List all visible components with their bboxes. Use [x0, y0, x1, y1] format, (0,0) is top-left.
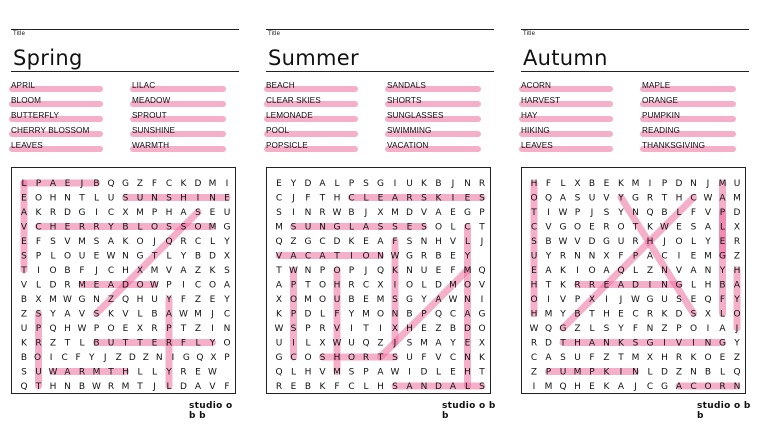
word-item: WARMTH	[132, 141, 170, 150]
grid-row: QLHVMSPAWIDLEHT	[275, 367, 485, 378]
word-list	[266, 81, 496, 161]
word-item: LEMONADE	[266, 111, 313, 120]
title-label: Title	[523, 31, 536, 37]
grid-row: TIWPJSYNQBLFVPD	[531, 208, 741, 218]
word-item: BUTTERFLY	[11, 111, 60, 120]
grid-row: TWNPOPJQKNUEFMQ	[276, 266, 486, 276]
grid-row: TIOBFJCHXMVAZKS	[21, 266, 230, 276]
grid-row: EAKIOAQLZNVANYH	[531, 266, 741, 276]
word-item: LILAC	[132, 81, 156, 90]
word-item: APRIL	[11, 81, 36, 90]
letter-grid	[266, 167, 491, 394]
grid-row: APTOHRCXIOLDMOV	[275, 280, 486, 291]
grid-row: EFSVMSAKOJQRCLY	[21, 237, 230, 247]
grid-row: HMYBTHECRKDSXLO	[530, 309, 741, 320]
grid-row: KPDLFYMONBPQCAG	[276, 309, 486, 320]
word-item: MEADOW	[132, 96, 171, 105]
puzzle-title: Spring	[13, 46, 83, 70]
grid-row: ZPUMPKINLDZNBLQ	[530, 367, 741, 378]
title-rule	[521, 29, 749, 30]
word-list	[521, 81, 751, 161]
word-item: LEAVES	[11, 141, 43, 150]
grid-row: CVGOEROTKWESALX	[530, 222, 741, 233]
word-item: ACORN	[521, 81, 552, 90]
word-item: MAPLE	[642, 81, 671, 90]
title-rule	[11, 29, 239, 30]
grid-svg	[267, 168, 492, 395]
title-rule	[266, 29, 494, 30]
grid-row: VLDRMEADOWPICOA	[20, 280, 231, 291]
word-item: BLOOM	[11, 96, 42, 105]
word-item: POOL	[266, 126, 290, 135]
grid-row: SINRWBJXMDVAEGP	[276, 208, 485, 218]
word-item: SUNSHINE	[132, 126, 176, 135]
grid-row: RDTHANKSGIVINGY	[530, 338, 740, 349]
grid-row: KRZTLBUTTERFLYO	[21, 338, 231, 349]
word-item: THANKSGIVING	[642, 141, 706, 150]
grid-row: UYRNNXFPACIEMGZ	[530, 251, 741, 262]
puzzle-card-spring	[11, 0, 241, 424]
word-list	[11, 81, 241, 161]
title-underline	[521, 71, 749, 72]
word-item: HIKING	[521, 126, 550, 135]
word-item: ORANGE	[642, 96, 679, 105]
grid-row: ZSYAVSKVLBAWMJC	[20, 309, 231, 320]
grid-row: QTHNBWRMTJLDAVF	[20, 382, 230, 392]
grid-row: VCHERRYBLOSSOMG	[20, 222, 231, 233]
title-label: Title	[268, 31, 281, 37]
puzzle-title: Autumn	[523, 46, 608, 70]
grid-row: LPAEJBQGZFCKDMI	[21, 179, 229, 189]
title-label: Title	[13, 31, 26, 37]
grid-row: VACATIONWGRBEY	[275, 251, 471, 262]
grid-row: EOHNTLUSUNSHINE	[21, 193, 230, 204]
puzzle-card-summer	[266, 0, 496, 424]
word-item: LEAVES	[521, 141, 553, 150]
grid-row: EYDALPSGIUKBJNR	[276, 179, 486, 189]
grid-svg	[12, 168, 237, 395]
grid-row: REBKFCLHSANDALS	[275, 382, 485, 392]
word-item: SWIMMING	[387, 126, 432, 135]
grid-row: UPQHWPOEXRPTZIN	[20, 324, 231, 334]
grid-svg	[522, 168, 747, 395]
grid-row: WSPRVITIXHEZBDO	[274, 324, 486, 334]
grid-row: AKRDGICXMPHASEU	[20, 208, 231, 218]
word-item: CLEAR SKIES	[266, 96, 321, 105]
word-item: PUMPKIN	[642, 111, 681, 120]
grid-row: XOMOUBEMSGYAWNI	[275, 295, 484, 305]
grid-row: UILXWUQZJSMAYEX	[275, 338, 486, 349]
grid-row: SUWARMTHLLYREW	[21, 367, 217, 378]
grid-row: MSUNGLASSESOLCT	[275, 222, 485, 233]
letter-grid	[521, 167, 746, 394]
brand-footer: studio o b b	[697, 401, 751, 421]
grid-row: SBWVDGURHJOLYER	[531, 237, 741, 247]
word-item: SUNGLASSES	[387, 111, 444, 120]
grid-row: CJFTHCLEARSKIES	[275, 193, 485, 204]
grid-row: BOICFYJZDZNIGQXP	[20, 353, 230, 363]
letter-grid	[11, 167, 236, 394]
grid-row: OQASUVYGRTHCWAM	[530, 193, 741, 204]
grid-row: IMQHEKAJCGACORN	[532, 382, 741, 392]
puzzle-title: Summer	[268, 46, 359, 70]
puzzle-card-autumn	[521, 0, 751, 424]
title-underline	[11, 71, 239, 72]
word-item: READING	[642, 126, 681, 135]
word-item: HAY	[521, 111, 538, 120]
word-item: BEACH	[266, 81, 295, 90]
grid-row: GCOSHORTSUFVCNK	[275, 353, 485, 363]
grid-row: OIVPXIJWGUSEQFY	[530, 295, 740, 305]
grid-row: CASUFZTMXHRKOEZ	[530, 353, 741, 363]
word-item: SANDALS	[387, 81, 426, 90]
word-item: SPROUT	[132, 111, 167, 120]
title-underline	[266, 71, 494, 72]
grid-row: SPLOUEWNGTLYBDX	[21, 251, 231, 262]
found-word-highlight	[563, 198, 694, 329]
word-item: SHORTS	[387, 96, 422, 105]
brand-footer: studio o b b	[189, 401, 233, 421]
word-item: VACATION	[387, 141, 429, 150]
grid-row: BXMWGNZQHUYFZEY	[20, 295, 230, 305]
brand-footer: studio o b b	[442, 401, 496, 421]
word-item: CHERRY BLOSSOM	[11, 126, 90, 135]
grid-row: WQGZLSYFNZPOIAJ	[529, 324, 739, 334]
grid-row: HTKRREADINGLHBA	[530, 280, 741, 291]
word-item: POPSICLE	[266, 141, 308, 150]
grid-row: HFLXBEKMIPDNJMU	[530, 179, 741, 189]
word-item: HARVEST	[521, 96, 561, 105]
grid-row: QZGCDKEAFSNHVLJ	[275, 237, 484, 247]
